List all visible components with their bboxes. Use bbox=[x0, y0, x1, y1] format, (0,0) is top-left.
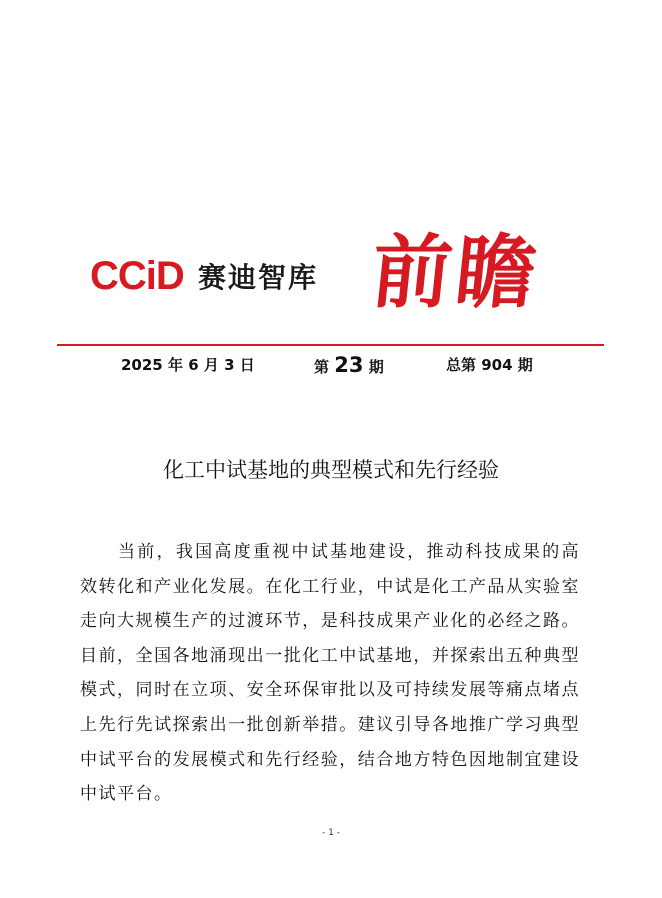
issue-number bbox=[314, 352, 384, 380]
article-paragraph: 当前，我国高度重视中试基地建设，推动科技成果的高效转化和产业化发展。在化工行业，中试是化工产品从实验室走向大规模生产的过渡环节，是科技成果产业化的必经之路。目前，全国各地涌现出一批化工中试基地，并探索出五种典型模式，同时在立项、安全环保审批以及可持续发展等痛点堵点上先行先试探索出一批创新举措。建议引导各地推广学习典型中试平台的发展模式和先行经验，结合地方特色因地制宜建设中试平台。 bbox=[80, 542, 580, 805]
ccid-logo: CCiD bbox=[90, 254, 184, 298]
publication-calligraphy-title: 前瞻 bbox=[367, 225, 545, 319]
issue-info bbox=[0, 352, 662, 378]
issue-number-suffix: 期 bbox=[363, 358, 384, 376]
issue-number-value: 23 bbox=[334, 353, 364, 377]
issue-date: 2025 年 6 月 3 日 bbox=[121, 356, 255, 374]
issue-total-number: 总第 904 期 bbox=[446, 356, 533, 374]
masthead-divider bbox=[57, 344, 604, 346]
page-number: - 1 - bbox=[322, 828, 340, 838]
ccid-think-tank-name: 赛迪智库 bbox=[198, 261, 319, 294]
masthead bbox=[90, 218, 580, 328]
issue-number-prefix: 第 bbox=[314, 358, 335, 376]
article-title: 化工中试基地的典型模式和先行经验 bbox=[163, 458, 499, 482]
